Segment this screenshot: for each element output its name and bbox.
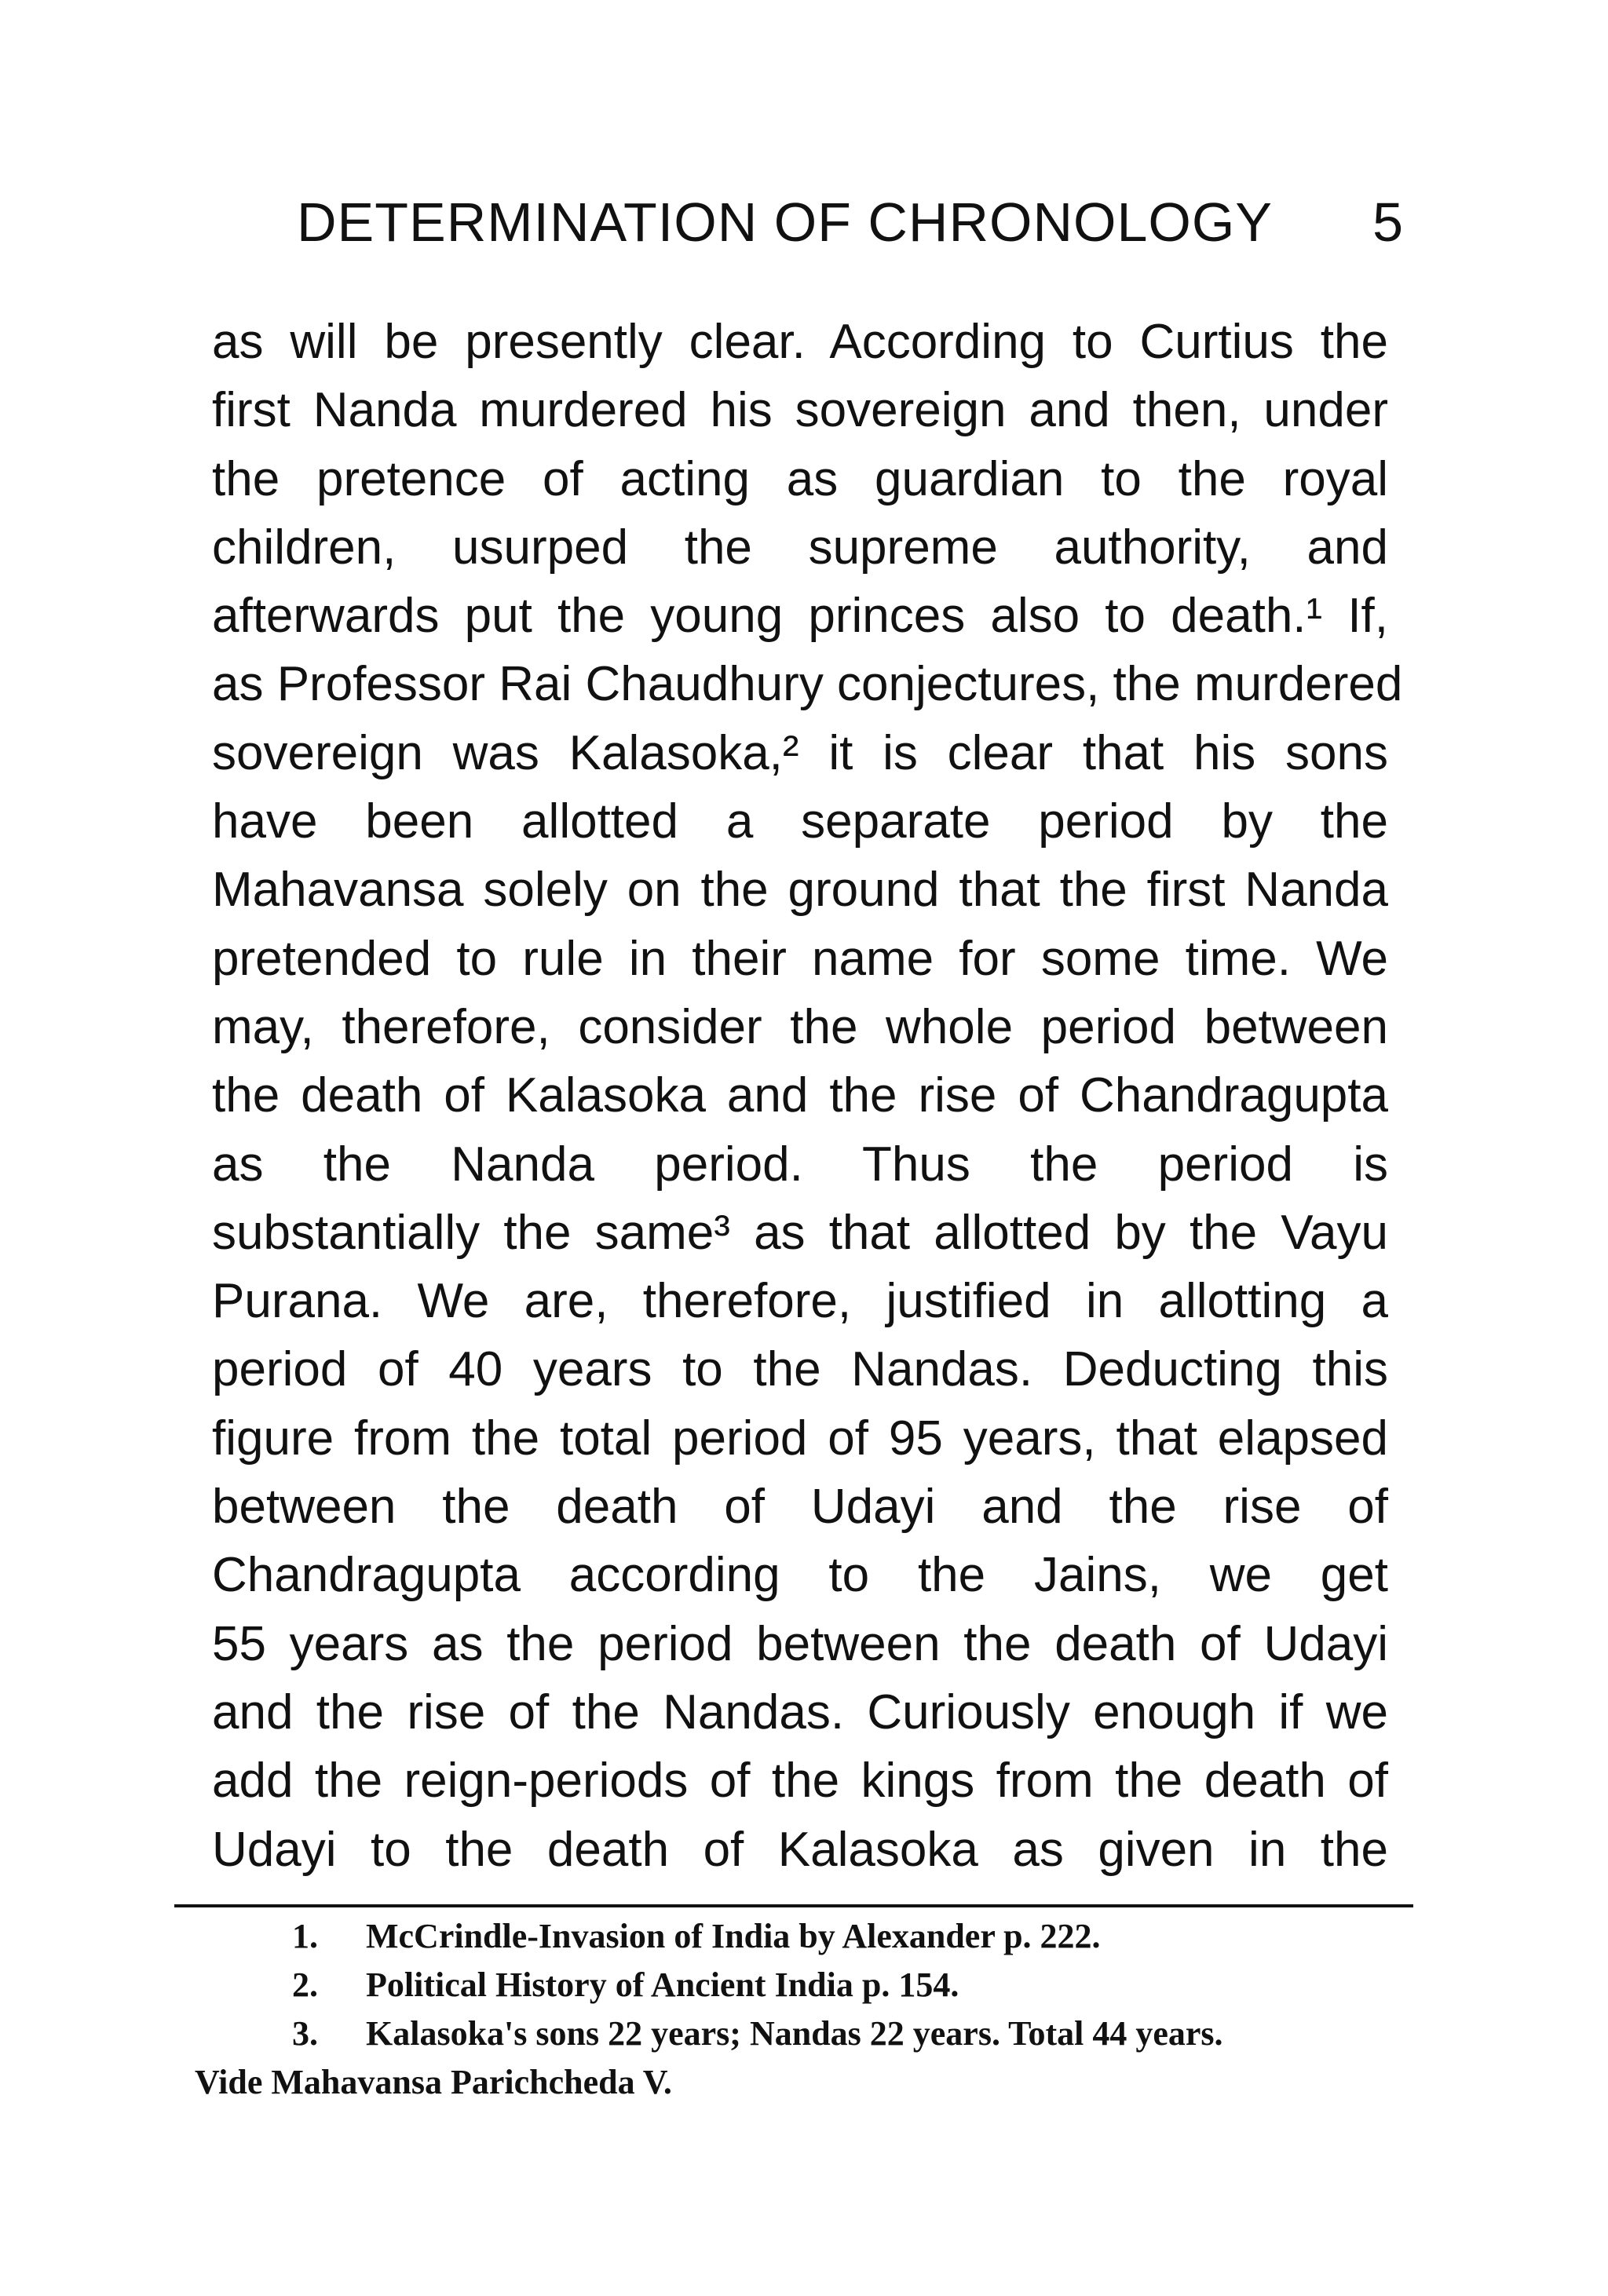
footnote-number: 2.	[292, 1966, 318, 2004]
text-line: period of 40 years to the Nandas. Deducting this	[212, 1342, 1388, 1397]
footnote	[195, 1912, 1396, 1961]
text-line: as the Nanda period. Thus the period is	[212, 1137, 1388, 1192]
page-number: 5	[1372, 192, 1404, 253]
chapter-title: DETERMINATION OF CHRONOLOGY	[297, 192, 1273, 253]
text-line: and the rise of the Nandas. Curiously enough if we	[212, 1685, 1388, 1739]
text-line: Udayi to the death of Kalasoka as given in the	[212, 1822, 1388, 1877]
footnote-number: 1.	[292, 1917, 318, 1955]
text-line: first Nanda murdered his sovereign and then, under	[212, 383, 1388, 438]
text-line: as Professor Rai Chaudhury conjectures, the murdered	[212, 657, 1403, 712]
text-line: the death of Kalasoka and the rise of Chandragupta	[212, 1068, 1388, 1123]
text-line: substantially the same³ as that allotted by the Vayu	[212, 1205, 1388, 1260]
footnote	[195, 2009, 1396, 2058]
text-line: as will be presently clear. According to Curtius the	[212, 315, 1388, 369]
footnote	[195, 1961, 1396, 2009]
text-line: Mahavansa solely on the ground that the first Nanda	[212, 863, 1388, 918]
text-line: Chandragupta according to the Jains, we get	[212, 1548, 1388, 1603]
text-line: may, therefore, consider the whole period between	[212, 999, 1388, 1054]
running-head	[297, 187, 1404, 257]
footnotes	[195, 1912, 1396, 2107]
text-line: sovereign was Kalasoka,² it is clear that his sons	[212, 725, 1388, 780]
text-line: Purana. We are, therefore, justified in allotting a	[212, 1274, 1388, 1329]
footnote-text: Political History of Ancient India p. 154.	[366, 1966, 959, 2004]
text-line: add the reign-periods of the kings from the death of	[212, 1754, 1388, 1809]
footnote-continuation	[195, 2058, 1396, 2107]
text-line: afterwards put the young princes also to death.¹ If,	[212, 589, 1388, 644]
text-line: figure from the total period of 95 years, that elapsed	[212, 1411, 1388, 1466]
footnote-text: Kalasoka's sons 22 years; Nandas 22 years. Total 44 years.	[366, 2014, 1223, 2053]
text-line: children, usurped the supreme authority, and	[212, 520, 1388, 575]
text-line: 55 years as the period between the death of Udayi	[212, 1616, 1388, 1671]
text-line: the pretence of acting as guardian to the royal	[212, 451, 1388, 506]
text-line: have been allotted a separate period by the	[212, 794, 1388, 849]
text-line: between the death of Udayi and the rise of	[212, 1480, 1388, 1535]
text-line: pretended to rule in their name for some time. We	[212, 931, 1388, 986]
footnote-number: 3.	[292, 2014, 318, 2053]
body-text	[212, 308, 1403, 1884]
footnote-text: Vide Mahavansa Parichcheda V.	[195, 2063, 672, 2101]
footnote-text: McCrindle-Invasion of India by Alexander p. 222.	[366, 1917, 1101, 1955]
footnote-divider	[174, 1904, 1413, 1907]
